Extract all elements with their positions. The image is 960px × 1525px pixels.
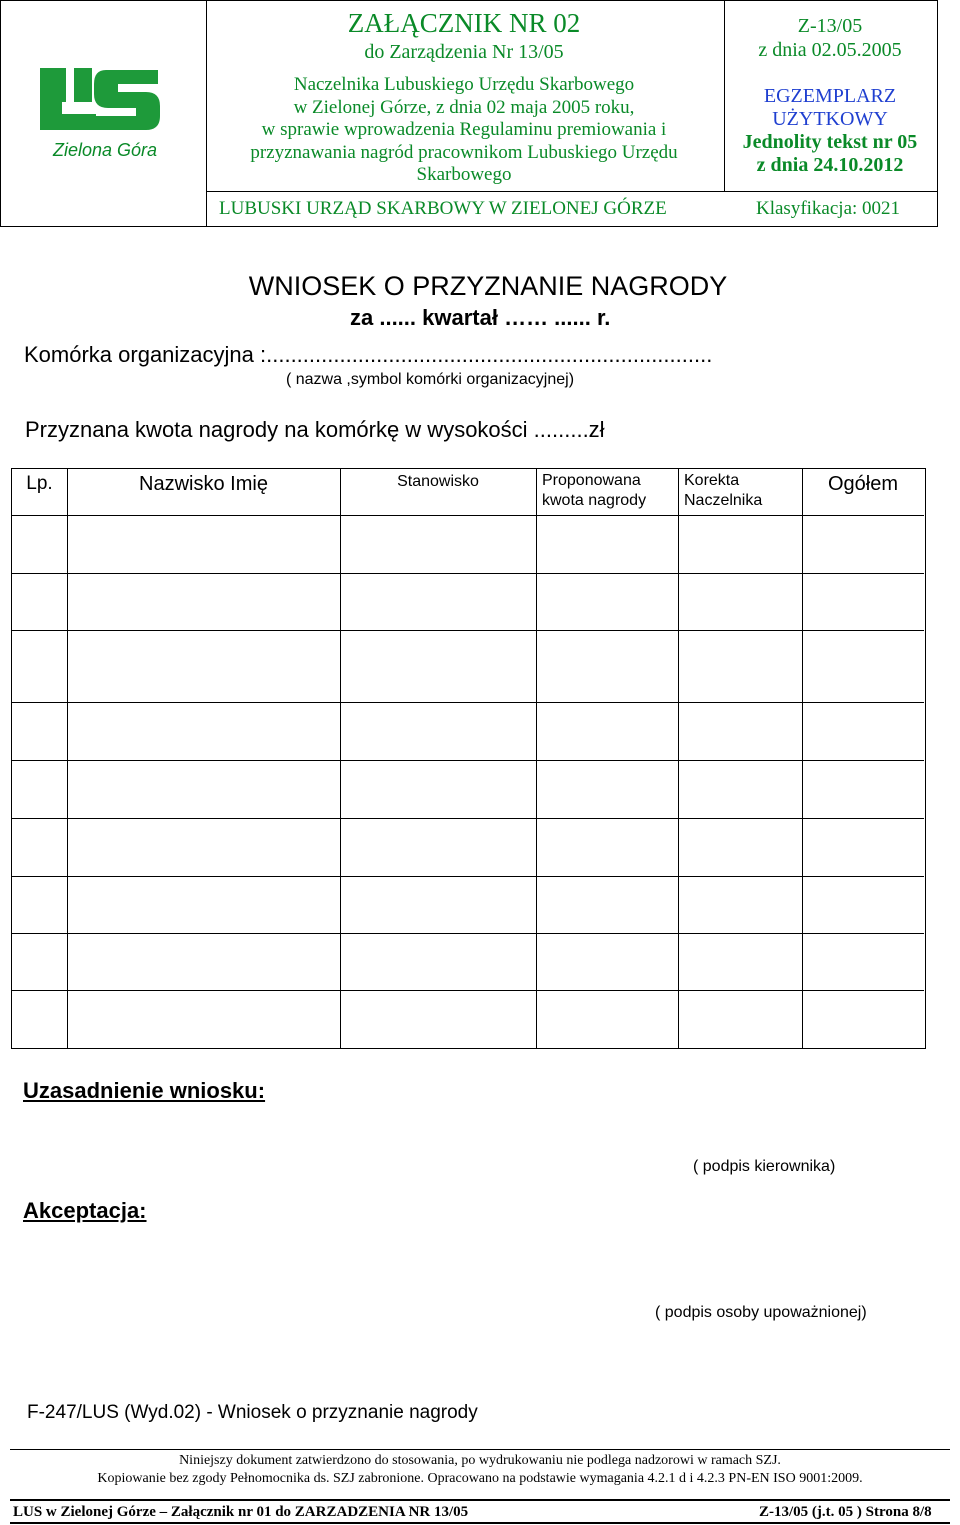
doc-number: Z-13/05 [797, 15, 863, 37]
table-header-label: Stanowisko [397, 473, 479, 490]
justification-label: Uzasadnienie wniosku: [23, 1078, 266, 1103]
footer-notice-1: Niniejszy dokument zatwierdzono do stosowania, po wydrukowaniu nie podlega nadzorowi w ramach SZJ. [179, 1453, 781, 1468]
table-header-label: kwota nagrody [542, 492, 647, 509]
description-line: w Zielonej Górze, z dnia 02 maja 2005 roku, [293, 96, 635, 118]
footer-notice-2: Kopiowanie bez zgody Pełnomocnika ds. SZJ zabronione. Opracowano na podstawie wymagania 4.2.1 d i 4.2.3 PN-EN ISO 9001:2009. [97, 1471, 863, 1486]
table-row[interactable] [12, 933, 924, 990]
logo-caption: Zielona Góra [52, 140, 158, 160]
table-row[interactable] [12, 760, 924, 818]
table-header-cell [802, 472, 924, 496]
table-header-cell [536, 471, 678, 511]
table-row[interactable] [12, 990, 924, 1047]
footer-right-text: Z-13/05 (j.t. 05 ) Strona 8/8 [759, 1504, 932, 1520]
consolidated-date: z dnia 24.10.2012 [756, 154, 904, 176]
copy-type [724, 85, 936, 131]
description-line: Skarbowego [416, 164, 512, 185]
table-header-cell [67, 472, 340, 496]
footer-divider [10, 1449, 950, 1450]
unit-line: Komórka organizacyjna :......................................................................... [24, 342, 713, 367]
table-header-cell [340, 472, 536, 492]
unit-hint: ( nazwa ,symbol komórki organizacyjnej) [285, 371, 575, 388]
form-title: WNIOSEK O PRZYZNANIE NAGRODY [248, 271, 728, 301]
classification: Klasyfikacja: 0021 [756, 198, 901, 219]
copy-type-line: EGZEMPLARZ [763, 85, 897, 107]
manager-signature-label: ( podpis kierownika) [693, 1158, 836, 1175]
table-header-label: Proponowana [542, 472, 641, 489]
table-row[interactable] [12, 702, 924, 760]
description-line: przyznawania nagród pracownikom Lubuskiego Urzędu [250, 141, 678, 163]
amount-line: Przyznana kwota nagrody na komórkę w wysokości .........zł [25, 417, 605, 442]
table-row[interactable] [12, 876, 924, 933]
doc-date: z dnia 02.05.2005 [758, 39, 902, 61]
table-row[interactable] [12, 515, 924, 573]
table-row[interactable] [12, 573, 924, 630]
table-row[interactable] [12, 818, 924, 876]
form-code: F-247/LUS (Wyd.02) - Wniosek o przyznanie nagrody [27, 1402, 478, 1423]
header-divider [206, 191, 937, 192]
acceptance-label: Akceptacja: [23, 1198, 147, 1223]
consolidated-text: Jednolity tekst nr 05 [742, 131, 918, 153]
description-line: Naczelnika Lubuskiego Urzędu Skarbowego [293, 74, 635, 95]
table-header-label: Naczelnika [684, 492, 763, 509]
copy-type-line: UŻYTKOWY [772, 108, 888, 130]
awards-table [11, 468, 926, 1049]
description-line: w sprawie wprowadzenia Regulaminu premiowania i [261, 119, 667, 140]
table-header-label: Korekta [684, 472, 740, 489]
lus-logo [36, 64, 166, 144]
table-header-label: Lp. [26, 473, 53, 494]
table-header-cell [12, 472, 67, 495]
office-name: LUBUSKI URZĄD SKARBOWY W ZIELONEJ GÓRZE [219, 198, 667, 219]
attachment-title: ZAŁĄCZNIK NR 02 [347, 8, 581, 38]
table-row[interactable] [12, 630, 924, 702]
period-line: za ...... kwartał …… ...... r. [350, 305, 611, 330]
footer-left-text: LUS w Zielonej Górze – Załącznik nr 01 do ZARZADZENIA NR 13/05 [13, 1504, 469, 1520]
table-header-label: Nazwisko Imię [139, 473, 268, 495]
table-header-cell [678, 471, 802, 511]
table-header-label: Ogółem [827, 473, 899, 495]
authorized-signature-label: ( podpis osoby upoważnionej) [655, 1304, 867, 1321]
attachment-subtitle: do Zarządzenia Nr 13/05 [364, 41, 564, 63]
attachment-description [205, 74, 723, 187]
